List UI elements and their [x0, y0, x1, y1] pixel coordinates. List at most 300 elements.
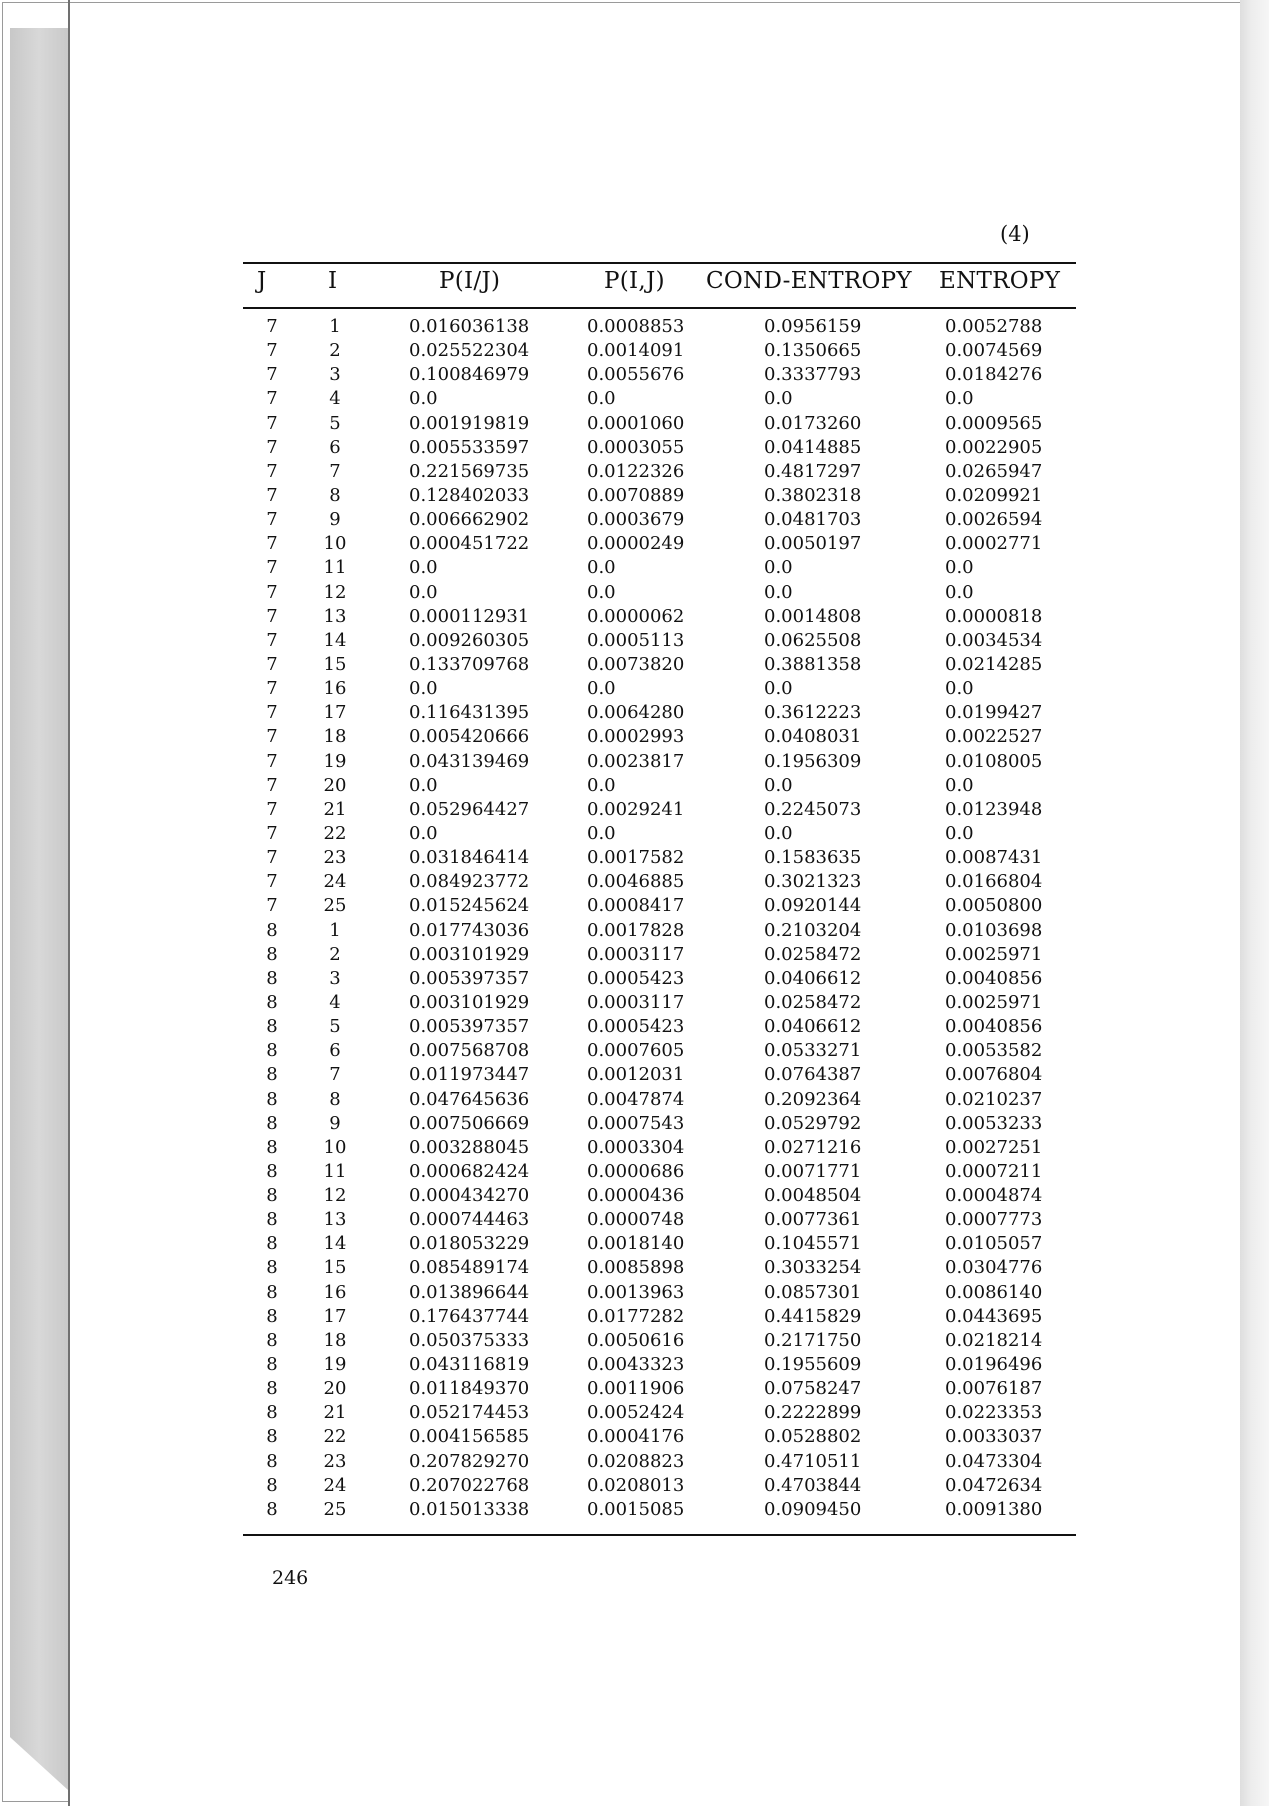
cell-i: 8 — [329, 484, 341, 506]
cell-p-i-j: 0.0013963 — [587, 1281, 685, 1303]
cell-p-i-given-j: 0.007568708 — [409, 1040, 530, 1062]
table-row — [243, 385, 1076, 409]
table-row — [243, 820, 1076, 844]
table-row — [243, 530, 1076, 554]
cell-j: 8 — [266, 1040, 278, 1062]
cell-entropy: 0.0472634 — [945, 1474, 1043, 1496]
cell-cond-entropy: 0.1045571 — [764, 1233, 862, 1255]
cell-cond-entropy: 0.0173260 — [764, 412, 862, 434]
cell-entropy: 0.0050800 — [945, 895, 1043, 917]
table-row — [243, 1303, 1076, 1327]
cell-entropy: 0.0123948 — [945, 798, 1043, 820]
cell-entropy: 0.0002771 — [945, 533, 1043, 555]
cell-j: 8 — [266, 1281, 278, 1303]
cell-p-i-j: 0.0052424 — [587, 1402, 685, 1424]
cell-i: 12 — [323, 1185, 347, 1207]
cell-i: 4 — [329, 388, 341, 410]
cell-cond-entropy: 0.0077361 — [764, 1209, 862, 1231]
cell-i: 25 — [323, 895, 347, 917]
cell-p-i-j: 0.0 — [587, 774, 616, 796]
table-row — [243, 651, 1076, 675]
cell-entropy: 0.0087431 — [945, 847, 1043, 869]
cell-p-i-j: 0.0003304 — [587, 1136, 685, 1158]
cell-cond-entropy: 0.0048504 — [764, 1185, 862, 1207]
table-row — [243, 361, 1076, 385]
cell-p-i-j: 0.0070889 — [587, 484, 685, 506]
cell-i: 1 — [329, 316, 341, 337]
cell-i: 23 — [323, 1450, 347, 1472]
cell-p-i-j: 0.0005113 — [587, 629, 685, 651]
cell-p-i-j: 0.0004176 — [587, 1426, 685, 1448]
cell-cond-entropy: 0.0258472 — [764, 943, 862, 965]
cell-i: 21 — [323, 1402, 347, 1424]
cell-cond-entropy: 0.0 — [764, 678, 793, 700]
page-edge-shadow — [1240, 0, 1269, 1806]
cell-p-i-given-j: 0.052174453 — [409, 1402, 530, 1424]
cell-cond-entropy: 0.3033254 — [764, 1257, 862, 1279]
cell-j: 8 — [266, 1329, 278, 1351]
table-row — [243, 1086, 1076, 1110]
cell-entropy: 0.0223353 — [945, 1402, 1043, 1424]
cell-p-i-j: 0.0 — [587, 822, 616, 844]
cell-cond-entropy: 0.2103204 — [764, 919, 862, 941]
cell-cond-entropy: 0.0014808 — [764, 605, 862, 627]
cell-cond-entropy: 0.0758247 — [764, 1378, 862, 1400]
cell-cond-entropy: 0.4710511 — [764, 1450, 862, 1472]
cell-j: 7 — [266, 557, 278, 579]
cell-j: 8 — [266, 1064, 278, 1086]
table-row — [243, 796, 1076, 820]
cell-cond-entropy: 0.0050197 — [764, 533, 862, 555]
cell-cond-entropy: 0.3802318 — [764, 484, 862, 506]
cell-p-i-j: 0.0017582 — [587, 847, 685, 869]
cell-p-i-j: 0.0007543 — [587, 1112, 685, 1134]
cell-entropy: 0.0 — [945, 557, 974, 579]
cell-i: 11 — [323, 557, 347, 579]
cell-p-i-given-j: 0.0 — [409, 557, 438, 579]
cell-cond-entropy: 0.2245073 — [764, 798, 862, 820]
cell-entropy: 0.0 — [945, 822, 974, 844]
cell-i: 3 — [329, 364, 341, 386]
cell-p-i-given-j: 0.011973447 — [409, 1064, 530, 1086]
cell-cond-entropy: 0.3881358 — [764, 653, 862, 675]
header-j: J — [257, 268, 267, 294]
cell-i: 3 — [329, 967, 341, 989]
cell-p-i-j: 0.0023817 — [587, 750, 685, 772]
table-row — [243, 748, 1076, 772]
cell-p-i-j: 0.0008417 — [587, 895, 685, 917]
table-row — [243, 1037, 1076, 1061]
cell-p-i-j: 0.0 — [587, 678, 616, 700]
cell-j: 8 — [266, 1474, 278, 1496]
cell-entropy: 0.0026594 — [945, 509, 1043, 531]
table-row — [243, 458, 1076, 482]
cell-p-i-j: 0.0000436 — [587, 1185, 685, 1207]
cell-j: 7 — [266, 629, 278, 651]
table-row — [243, 337, 1076, 361]
cell-entropy: 0.0103698 — [945, 919, 1043, 941]
cell-p-i-j: 0.0003117 — [587, 943, 685, 965]
cell-j: 7 — [266, 412, 278, 434]
cell-i: 9 — [329, 1112, 341, 1134]
table-row — [243, 1206, 1076, 1230]
cell-j: 7 — [266, 895, 278, 917]
cell-entropy: 0.0304776 — [945, 1257, 1043, 1279]
cell-entropy: 0.0166804 — [945, 871, 1043, 893]
cell-p-i-j: 0.0002993 — [587, 726, 685, 748]
cell-i: 20 — [323, 774, 347, 796]
table-row — [243, 1448, 1076, 1472]
cell-p-i-j: 0.0050616 — [587, 1329, 685, 1351]
cell-p-i-j: 0.0000062 — [587, 605, 685, 627]
cell-p-i-given-j: 0.221569735 — [409, 460, 530, 482]
cell-entropy: 0.0443695 — [945, 1305, 1043, 1327]
header-p-i-given-j: P(I/J) — [439, 268, 501, 294]
header-entropy: ENTROPY — [939, 268, 1061, 294]
cell-p-i-given-j: 0.000744463 — [409, 1209, 530, 1231]
cell-i: 14 — [323, 629, 347, 651]
cell-cond-entropy: 0.0528802 — [764, 1426, 862, 1448]
header-p-i-j: P(I,J) — [604, 268, 665, 294]
cell-p-i-given-j: 0.011849370 — [409, 1378, 530, 1400]
cell-j: 7 — [266, 871, 278, 893]
cell-p-i-j: 0.0014091 — [587, 340, 685, 362]
cell-i: 22 — [323, 822, 347, 844]
cell-entropy: 0.0265947 — [945, 460, 1043, 482]
cell-p-i-given-j: 0.116431395 — [409, 702, 530, 724]
cell-p-i-given-j: 0.009260305 — [409, 629, 530, 651]
cell-entropy: 0.0105057 — [945, 1233, 1043, 1255]
table-row — [243, 723, 1076, 747]
cell-p-i-given-j: 0.031846414 — [409, 847, 530, 869]
cell-cond-entropy: 0.0071771 — [764, 1160, 862, 1182]
cell-j: 7 — [266, 726, 278, 748]
cell-p-i-given-j: 0.085489174 — [409, 1257, 530, 1279]
cell-entropy: 0.0214285 — [945, 653, 1043, 675]
cell-i: 17 — [323, 1305, 347, 1327]
cell-i: 15 — [323, 653, 347, 675]
cell-p-i-given-j: 0.000434270 — [409, 1185, 530, 1207]
table-bottom-rule — [243, 1534, 1076, 1536]
cell-j: 7 — [266, 436, 278, 458]
table-row — [243, 699, 1076, 723]
cell-j: 8 — [266, 1354, 278, 1376]
cell-entropy: 0.0209921 — [945, 484, 1043, 506]
cell-p-i-given-j: 0.207829270 — [409, 1450, 530, 1472]
cell-p-i-given-j: 0.050375333 — [409, 1329, 530, 1351]
cell-i: 16 — [323, 1281, 347, 1303]
cell-p-i-given-j: 0.047645636 — [409, 1088, 530, 1110]
cell-p-i-given-j: 0.004156585 — [409, 1426, 530, 1448]
cell-p-i-given-j: 0.005420666 — [409, 726, 530, 748]
table-row — [243, 1399, 1076, 1423]
cell-j: 7 — [266, 822, 278, 844]
cell-entropy: 0.0022527 — [945, 726, 1043, 748]
cell-p-i-j: 0.0005423 — [587, 967, 685, 989]
cell-i: 25 — [323, 1498, 347, 1520]
table-row — [243, 1327, 1076, 1351]
cell-p-i-j: 0.0085898 — [587, 1257, 685, 1279]
cell-cond-entropy: 0.0 — [764, 557, 793, 579]
cell-i: 24 — [323, 1474, 347, 1496]
cell-j: 7 — [266, 847, 278, 869]
cell-i: 13 — [323, 1209, 347, 1231]
cell-cond-entropy: 0.0909450 — [764, 1498, 862, 1520]
cell-p-i-given-j: 0.043116819 — [409, 1354, 530, 1376]
cell-j: 8 — [266, 1305, 278, 1327]
header-cond-entropy: COND-ENTROPY — [706, 268, 912, 294]
cell-i: 14 — [323, 1233, 347, 1255]
cell-entropy: 0.0007773 — [945, 1209, 1043, 1231]
cell-j: 7 — [266, 798, 278, 820]
cell-cond-entropy: 0.0406612 — [764, 1016, 862, 1038]
cell-entropy: 0.0 — [945, 581, 974, 603]
cell-p-i-j: 0.0064280 — [587, 702, 685, 724]
cell-i: 18 — [323, 1329, 347, 1351]
cell-i: 8 — [329, 1088, 341, 1110]
cell-cond-entropy: 0.0 — [764, 581, 793, 603]
cell-j: 7 — [266, 388, 278, 410]
cell-cond-entropy: 0.0 — [764, 388, 793, 410]
cell-j: 7 — [266, 509, 278, 531]
cell-cond-entropy: 0.0 — [764, 774, 793, 796]
table-header-row — [243, 266, 1076, 306]
cell-i: 10 — [323, 1136, 347, 1158]
cell-i: 6 — [329, 436, 341, 458]
cell-p-i-given-j: 0.003288045 — [409, 1136, 530, 1158]
cell-p-i-given-j: 0.043139469 — [409, 750, 530, 772]
cell-p-i-j: 0.0015085 — [587, 1498, 685, 1520]
cell-cond-entropy: 0.0625508 — [764, 629, 862, 651]
cell-cond-entropy: 0.2171750 — [764, 1329, 862, 1351]
cell-p-i-given-j: 0.013896644 — [409, 1281, 530, 1303]
cell-j: 7 — [266, 316, 278, 337]
cell-j: 8 — [266, 1378, 278, 1400]
table-row — [243, 1013, 1076, 1037]
table-row — [243, 1375, 1076, 1399]
cell-cond-entropy: 0.1583635 — [764, 847, 862, 869]
table-row — [243, 1110, 1076, 1134]
cell-j: 8 — [266, 1016, 278, 1038]
cell-p-i-given-j: 0.000682424 — [409, 1160, 530, 1182]
cell-i: 11 — [323, 1160, 347, 1182]
cell-p-i-j: 0.0011906 — [587, 1378, 685, 1400]
cell-entropy: 0.0022905 — [945, 436, 1043, 458]
table-number: (4) — [1000, 222, 1030, 246]
cell-p-i-given-j: 0.100846979 — [409, 364, 530, 386]
cell-cond-entropy: 0.2222899 — [764, 1402, 862, 1424]
cell-j: 8 — [266, 1185, 278, 1207]
cell-p-i-j: 0.0008853 — [587, 316, 685, 337]
cell-p-i-j: 0.0047874 — [587, 1088, 685, 1110]
cell-p-i-given-j: 0.018053229 — [409, 1233, 530, 1255]
cell-j: 8 — [266, 1257, 278, 1279]
cell-p-i-given-j: 0.016036138 — [409, 316, 530, 337]
cell-i: 13 — [323, 605, 347, 627]
table-row — [243, 434, 1076, 458]
table-row — [243, 554, 1076, 578]
cell-p-i-j: 0.0005423 — [587, 1016, 685, 1038]
cell-i: 16 — [323, 678, 347, 700]
cell-p-i-j: 0.0043323 — [587, 1354, 685, 1376]
cell-i: 12 — [323, 581, 347, 603]
cell-entropy: 0.0027251 — [945, 1136, 1043, 1158]
cell-cond-entropy: 0.3337793 — [764, 364, 862, 386]
table-header-rule — [243, 307, 1076, 309]
cell-j: 7 — [266, 653, 278, 675]
cell-cond-entropy: 0.0764387 — [764, 1064, 862, 1086]
cell-p-i-given-j: 0.0 — [409, 822, 438, 844]
cell-cond-entropy: 0.1956309 — [764, 750, 862, 772]
cell-p-i-given-j: 0.001919819 — [409, 412, 530, 434]
cell-j: 8 — [266, 1136, 278, 1158]
cell-p-i-j: 0.0001060 — [587, 412, 685, 434]
cell-entropy: 0.0076804 — [945, 1064, 1043, 1086]
cell-j: 8 — [266, 1402, 278, 1424]
cell-j: 8 — [266, 1112, 278, 1134]
cell-j: 8 — [266, 1233, 278, 1255]
cell-cond-entropy: 0.1955609 — [764, 1354, 862, 1376]
table-row — [243, 1254, 1076, 1278]
cell-entropy: 0.0040856 — [945, 967, 1043, 989]
cell-j: 7 — [266, 364, 278, 386]
table-row — [243, 1472, 1076, 1496]
cell-i: 24 — [323, 871, 347, 893]
cell-p-i-given-j: 0.0 — [409, 581, 438, 603]
cell-i: 1 — [329, 919, 341, 941]
cell-p-i-given-j: 0.128402033 — [409, 484, 530, 506]
cell-p-i-given-j: 0.025522304 — [409, 340, 530, 362]
cell-p-i-j: 0.0 — [587, 581, 616, 603]
table-row — [243, 603, 1076, 627]
table-row — [243, 772, 1076, 796]
cell-entropy: 0.0034534 — [945, 629, 1043, 651]
cell-entropy: 0.0 — [945, 388, 974, 410]
cell-i: 5 — [329, 412, 341, 434]
cell-i: 21 — [323, 798, 347, 820]
table-row — [243, 1496, 1076, 1520]
cell-p-i-given-j: 0.176437744 — [409, 1305, 530, 1327]
cell-j: 8 — [266, 1160, 278, 1182]
cell-entropy: 0.0025971 — [945, 943, 1043, 965]
cell-j: 8 — [266, 1426, 278, 1448]
cell-entropy: 0.0108005 — [945, 750, 1043, 772]
header-i: I — [328, 268, 338, 294]
cell-p-i-given-j: 0.005397357 — [409, 1016, 530, 1038]
table-row — [243, 579, 1076, 603]
cell-p-i-given-j: 0.052964427 — [409, 798, 530, 820]
cell-cond-entropy: 0.0271216 — [764, 1136, 862, 1158]
cell-p-i-given-j: 0.0 — [409, 388, 438, 410]
cell-p-i-j: 0.0007605 — [587, 1040, 685, 1062]
cell-p-i-j: 0.0208013 — [587, 1474, 685, 1496]
cell-entropy: 0.0000818 — [945, 605, 1043, 627]
cell-cond-entropy: 0.3612223 — [764, 702, 862, 724]
cell-p-i-j: 0.0018140 — [587, 1233, 685, 1255]
cell-p-i-j: 0.0 — [587, 388, 616, 410]
cell-j: 8 — [266, 1088, 278, 1110]
cell-entropy: 0.0033037 — [945, 1426, 1043, 1448]
cell-j: 8 — [266, 943, 278, 965]
cell-i: 10 — [323, 533, 347, 555]
cell-j: 7 — [266, 750, 278, 772]
cell-p-i-j: 0.0073820 — [587, 653, 685, 675]
cell-p-i-given-j: 0.003101929 — [409, 943, 530, 965]
cell-p-i-j: 0.0029241 — [587, 798, 685, 820]
cell-entropy: 0.0218214 — [945, 1329, 1043, 1351]
table-row — [243, 627, 1076, 651]
cell-p-i-given-j: 0.015013338 — [409, 1498, 530, 1520]
cell-p-i-j: 0.0017828 — [587, 919, 685, 941]
cell-p-i-j: 0.0000748 — [587, 1209, 685, 1231]
cell-p-i-given-j: 0.207022768 — [409, 1474, 530, 1496]
cell-j: 7 — [266, 340, 278, 362]
table-row — [243, 1182, 1076, 1206]
cell-entropy: 0.0086140 — [945, 1281, 1043, 1303]
cell-i: 4 — [329, 991, 341, 1013]
table-row — [243, 1351, 1076, 1375]
table-row — [243, 892, 1076, 916]
cell-i: 23 — [323, 847, 347, 869]
cell-cond-entropy: 0.1350665 — [764, 340, 862, 362]
table-row — [243, 965, 1076, 989]
cell-cond-entropy: 0.0408031 — [764, 726, 862, 748]
cell-entropy: 0.0 — [945, 678, 974, 700]
table-row — [243, 941, 1076, 965]
table-row — [243, 868, 1076, 892]
cell-p-i-given-j: 0.015245624 — [409, 895, 530, 917]
cell-entropy: 0.0196496 — [945, 1354, 1043, 1376]
cell-j: 7 — [266, 678, 278, 700]
cell-p-i-given-j: 0.017743036 — [409, 919, 530, 941]
cell-p-i-j: 0.0000686 — [587, 1160, 685, 1182]
cell-cond-entropy: 0.0529792 — [764, 1112, 862, 1134]
table-row — [243, 675, 1076, 699]
cell-cond-entropy: 0.0533271 — [764, 1040, 862, 1062]
cell-p-i-given-j: 0.133709768 — [409, 653, 530, 675]
table-row — [243, 1061, 1076, 1085]
cell-p-i-given-j: 0.003101929 — [409, 991, 530, 1013]
table-row — [243, 1158, 1076, 1182]
cell-j: 8 — [266, 1209, 278, 1231]
table-row — [243, 313, 1076, 337]
cell-i: 19 — [323, 1354, 347, 1376]
cell-p-i-j: 0.0000249 — [587, 533, 685, 555]
table-row — [243, 1230, 1076, 1254]
cell-cond-entropy: 0.4703844 — [764, 1474, 862, 1496]
cell-i: 2 — [329, 340, 341, 362]
cell-j: 7 — [266, 533, 278, 555]
cell-p-i-given-j: 0.000112931 — [409, 605, 530, 627]
cell-entropy: 0.0009565 — [945, 412, 1043, 434]
cell-p-i-given-j: 0.084923772 — [409, 871, 530, 893]
cell-i: 22 — [323, 1426, 347, 1448]
cell-i: 2 — [329, 943, 341, 965]
cell-p-i-given-j: 0.007506669 — [409, 1112, 530, 1134]
cell-p-i-j: 0.0003679 — [587, 509, 685, 531]
cell-entropy: 0.0184276 — [945, 364, 1043, 386]
cell-p-i-j: 0.0122326 — [587, 460, 685, 482]
cell-p-i-given-j: 0.005397357 — [409, 967, 530, 989]
cell-p-i-j: 0.0003055 — [587, 436, 685, 458]
cell-i: 20 — [323, 1378, 347, 1400]
cell-cond-entropy: 0.4415829 — [764, 1305, 862, 1327]
cell-i: 9 — [329, 509, 341, 531]
table-row — [243, 989, 1076, 1013]
page-number: 246 — [272, 1567, 309, 1589]
cell-p-i-given-j: 0.0 — [409, 774, 438, 796]
cell-entropy: 0.0473304 — [945, 1450, 1043, 1472]
